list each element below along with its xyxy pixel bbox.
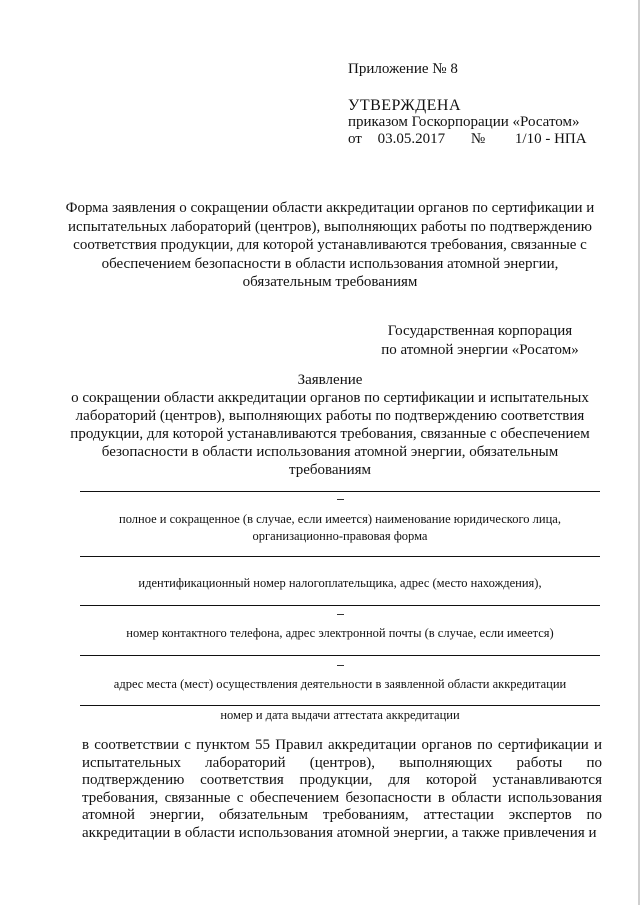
fill-line-contacts — [80, 605, 600, 606]
line-mark — [337, 614, 344, 615]
approval-order: приказом Госкорпорации «Росатом» — [348, 114, 580, 130]
fill-line-certificate — [80, 705, 600, 706]
fill-line-organization-name — [80, 491, 600, 492]
body-text: в соответствии с пунктом 55 Правил аккредитации органов по сертификации и испытательных лабораторий (центров), выполняющих работы по подтверждению соответствия продукции, для которой устанавливаются требования, связанные с обеспечением безопасности в области использования атомной энергии, обязательным требованиям, аттестации экспертов по аккредитации в области использования атомной энергии, а также привлечения и — [82, 737, 602, 841]
statement-subject: о сокращении области аккредитации органов по сертификации и испытательных лабораторий (центров), выполняющих работы по подтверждению соответствия продукции, для которой устанавливаются требования, связанные с обеспечением безопасности в области использования атомной энергии, обязательным требованиям — [70, 390, 590, 478]
caption-tax-id-address: идентификационный номер налогоплательщика, адрес (место нахождения), — [138, 576, 542, 590]
line-mark — [337, 665, 344, 666]
fill-line-tax-id-address — [80, 556, 600, 557]
body-paragraph — [82, 737, 602, 843]
fill-line-activity-address — [80, 655, 600, 656]
appendix-number: Приложение № 8 — [348, 61, 458, 77]
recipient-line-2: по атомной энергии «Росатом» — [381, 341, 579, 358]
recipient — [360, 322, 600, 359]
line-mark — [337, 499, 344, 500]
approval-date-line — [348, 130, 587, 149]
recipient-line-1: Государственная корпорация — [387, 323, 573, 339]
caption-contacts: номер контактного телефона, адрес электронной почты (в случае, если имеется) — [126, 626, 554, 640]
date-prefix: от — [348, 131, 362, 147]
caption-certificate: номер и дата выдачи аттестата аккредитации — [220, 708, 460, 722]
form-title: Форма заявления о сокращении области аккредитации органов по сертификации и испытательных лабораторий (центров), выполняющих работы по подтверждению соответствия продукции, для которой устанавливаются требования, связанные с обеспечением безопасности в области использования атомной энергии, обязательным требованиям — [65, 200, 595, 291]
number-sign: № — [470, 131, 486, 147]
caption-organization-name: полное и сокращенное (в случае, если имеется) наименование юридического лица, организационно-правовая форма — [119, 512, 561, 543]
order-number: 1/10 - НПА — [514, 131, 587, 147]
statement-heading: Заявление — [297, 372, 363, 388]
approved-heading: УТВЕРЖДЕНА — [348, 97, 462, 114]
caption-activity-address: адрес места (мест) осуществления деятельности в заявленной области аккредитации — [113, 677, 567, 691]
approval-date: 03.05.2017 — [377, 131, 446, 147]
